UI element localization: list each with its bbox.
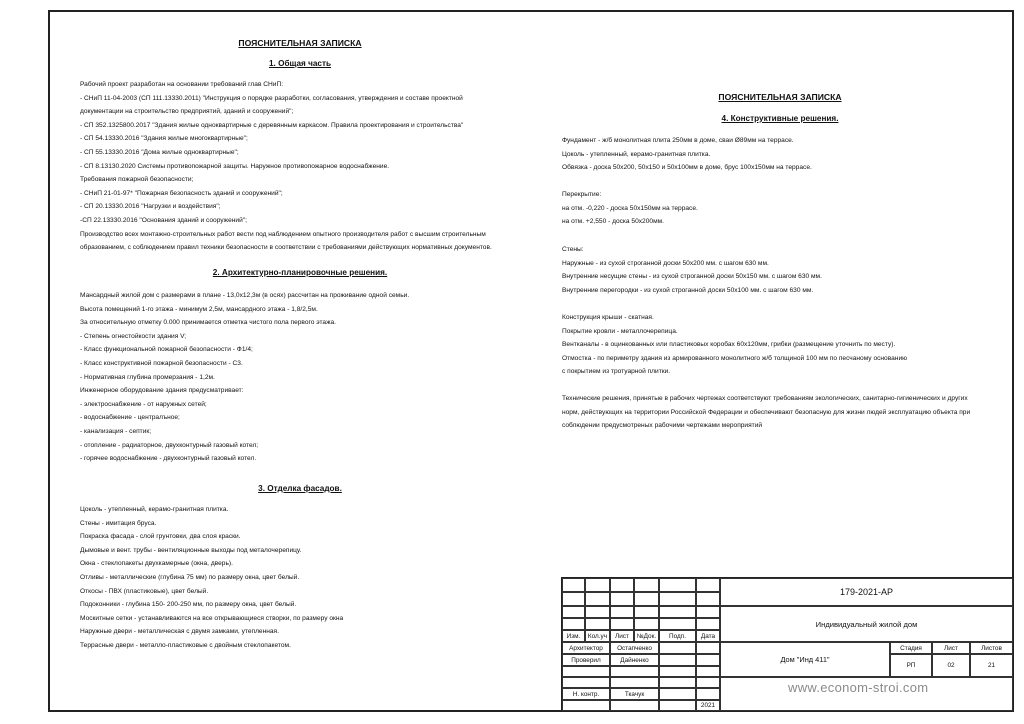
section1-body (80, 78, 492, 255)
section3-line: Дымовые и вент. трубы - вентиляционные выходы под металочерепицу. (80, 546, 302, 554)
section3-line: Покраска фасада - слой грунтовки, два слоя краски. (80, 533, 241, 541)
foundation-line: Цоколь - утепленный, керамо-гранитная плитка. (562, 150, 711, 158)
sheet-name: Дом "Инд 411" (720, 642, 890, 677)
name-checked: Дайненко (610, 654, 659, 666)
section2-line: - канализация - септик; (80, 427, 152, 435)
section1-heading: 1. Общая часть (268, 59, 332, 68)
section3-line: Подоконники - глубина 150- 200-250 мм, по размеру окна, цвет белый. (80, 601, 297, 609)
col-header-list: Лист (610, 630, 634, 642)
walls-line: Наружные - из сухой строганной доски 50х200 мм. с шагом 630 мм. (562, 259, 769, 267)
name-normcontrol: Ткачук (610, 688, 659, 700)
sheets-value: 21 (970, 654, 1013, 677)
col-header-data: Дата (696, 630, 720, 642)
section1-line: - СНиП 21-01-97* "Пожарная безопасность зданий и сооружений"; (80, 189, 283, 197)
sheets-label: Листов (970, 642, 1013, 654)
section2-line: Мансардный жилой дом с размерами в плане - 13,0х12,3м (в осях) рассчитан на проживание одной семьи. (80, 292, 410, 299)
section1-line: -СП 22.13330.2016 "Основания зданий и сооружений"; (80, 216, 247, 224)
section3-line: Наружные двери - металлическая с двумя замками, утепленная. (80, 628, 279, 636)
role-checked: Проверил (562, 654, 610, 666)
section1-line: Производство всех монтажно-строительных работ вести под наблюдением опытного производителя работ с высшим строительным (80, 230, 486, 238)
section1-line: Рабочий проект разработан на основании требований глав СНиП: (80, 81, 284, 88)
section2-line: - электроснабжение - от наружных сетей; (80, 400, 207, 408)
section2-line: За относительную отметку 0.000 принимается отметка чистого пола первого этажа. (80, 319, 337, 327)
section1-line: - СП 20.13330.2016 "Нагрузки и воздействия"; (80, 203, 221, 211)
project-name: Индивидуальный жилой дом (720, 606, 1013, 642)
section4-heading: 4. Конструктивные решения. (721, 114, 839, 123)
walls-line: Внутренние перегородки - из сухой строганной доски 50х100 мм. с шагом 630 мм. (562, 286, 814, 294)
section1-line: образованием, с соблюдением правил техники безопасности в соответствии с требованиями действующих нормативных документов. (80, 244, 492, 252)
section2-line: Высота помещений 1-го этажа - минимум 2,5м, мансардного этажа - 1,8/2,5м. (80, 305, 318, 313)
section1-line: - СП 54.13330.2016 "Здания жилые многоквартирные"; (80, 135, 248, 143)
foundation-group (562, 134, 812, 175)
col-header-koluch: Кол.уч (585, 630, 610, 642)
sheet-value: 02 (932, 654, 970, 677)
section3-heading: 3. Отделка фасадов. (258, 484, 342, 493)
section2-line: - Класс функциональной пожарной безопасности - Ф1/4; (80, 346, 253, 354)
stage-label: Стадия (890, 642, 932, 654)
floor-line: Перекрытие: (562, 191, 602, 198)
section1-line: документации на строительство предприятий, зданий и сооружений"; (80, 108, 294, 116)
foundation-line: Фундамент - ж/б монолитная плита 250мм в доме, сваи Ø89мм на террасе. (562, 137, 794, 144)
stage-value: РП (890, 654, 932, 677)
section3-line: Стены - имитация бруса. (80, 519, 157, 527)
section1-line: - СП 352.1325800.2017 "Здания жилые одноквартирные с деревянным каркасом. Правила проектирования и строительства" (80, 121, 464, 129)
left-title: ПОЯСНИТЕЛЬНАЯ ЗАПИСКА (238, 38, 362, 48)
section2-line: - отопление - радиаторное, двухконтурный газовый котел; (80, 441, 259, 449)
section3-line: Террасные двери - металло-пластиковые с двойным стеклопакетом. (80, 641, 291, 649)
floor-line: на отм. +2,550 - доска 50х200мм. (562, 218, 664, 226)
technical-line: соблюдении предусмотреных рабочими чертежами мероприятий (562, 422, 763, 430)
section1-line: - СП 8.13130.2020 Системы противопожарной защиты. Наружное противопожарное водоснабжение. (80, 162, 390, 170)
technical-line: норм, действующих на территории Российской Федерации и обеспечивают безопасную для жизни людей эксплуатацию объекта при (562, 408, 971, 416)
section2-body (80, 289, 409, 466)
role-architect: Архитектор (562, 642, 610, 654)
floor-group (562, 188, 698, 229)
section2-line: - Класс конструктивной пожарной безопасности - С3. (80, 359, 243, 367)
roof-line: с покрытием из тротуарной плитки. (562, 368, 671, 376)
walls-line: Стены: (562, 246, 584, 253)
floor-line: на отм. -0,220 - доска 50х150мм на террасе. (562, 204, 698, 212)
section3-line: Окна - стеклопакеты двухкамерные (окна, дверь). (80, 560, 233, 568)
col-header-ndok: №Док. (634, 630, 659, 642)
technical-note (562, 392, 970, 433)
section3-line: Отливы - металлические (глубина 75 мм) по размеру окна, цвет белый. (80, 573, 300, 581)
walls-group (562, 243, 822, 297)
section1-line: - СНиП 11-04-2003 (СП 111.13330.2011) "Инструкция о порядке разработки, согласования, утверждения и составе проектной (80, 94, 463, 102)
section2-heading: 2. Архитектурно-планировочные решения. (212, 268, 388, 277)
roof-line: Покрытие кровли - металлочерепица. (562, 327, 678, 335)
roof-line: Вентканалы - в оцинкованных или пластиковых коробах 60х120мм, грибки (размещение уточнить по месту). (562, 341, 896, 349)
name-architect: Остапченко (610, 642, 659, 654)
section2-line: - Нормативная глубина промерзания - 1,2м. (80, 373, 215, 381)
section1-line: Требования пожарной безопасности; (80, 176, 194, 184)
walls-line: Внутренние несущие стены - из сухой строганной доски 50х150 мм. с шагом 630 мм. (562, 273, 822, 281)
project-code: 179-2021-АР (720, 578, 1013, 606)
roof-group (562, 311, 907, 379)
roof-line: Отмостка - по периметру здания из армированного монолитного ж/б толщиной 100 мм по песчаному основанию (562, 354, 908, 362)
section3-line: Откосы - ПВХ (пластиковые), цвет белый. (80, 587, 209, 595)
roof-line: Конструкция крыши - скатная. (562, 314, 654, 321)
watermark: www.econom-stroi.com (788, 680, 929, 695)
section3-line: Москитные сетки - устанавливаются на все открывающиеся створки, по размеру окна (80, 614, 344, 622)
section2-line: - горячее водоснабжение - двухконтурный газовый котел. (80, 455, 257, 463)
sheet-label: Лист (932, 642, 970, 654)
role-normcontrol: Н. контр. (562, 688, 610, 700)
col-header-izm: Изм. (562, 630, 585, 642)
foundation-line: Обвязка - доска 50х200, 50х150 и 50х100мм в доме, брус 100х150мм на террасе. (562, 164, 812, 172)
right-title: ПОЯСНИТЕЛЬНАЯ ЗАПИСКА (718, 92, 842, 102)
section1-line: - СП 55.13330.2016 "Дома жилые одноквартирные"; (80, 148, 239, 156)
col-header-podp: Подп. (659, 630, 696, 642)
year-cell: 2021 (696, 700, 720, 711)
section3-line: Цоколь - утепленный, керамо-гранитная плитка. (80, 506, 229, 513)
section2-line: Инженерное оборудование здания предусматривает: (80, 387, 244, 395)
section3-body (80, 503, 343, 653)
section2-line: - Степень огнестойкости здания V; (80, 332, 187, 340)
technical-line: Технические решения, принятые в рабочих чертежах соответствуют требованиям экологических, санитарно-гигиенических и других (562, 395, 968, 402)
section2-line: - водоснабжение - централъное; (80, 414, 180, 422)
